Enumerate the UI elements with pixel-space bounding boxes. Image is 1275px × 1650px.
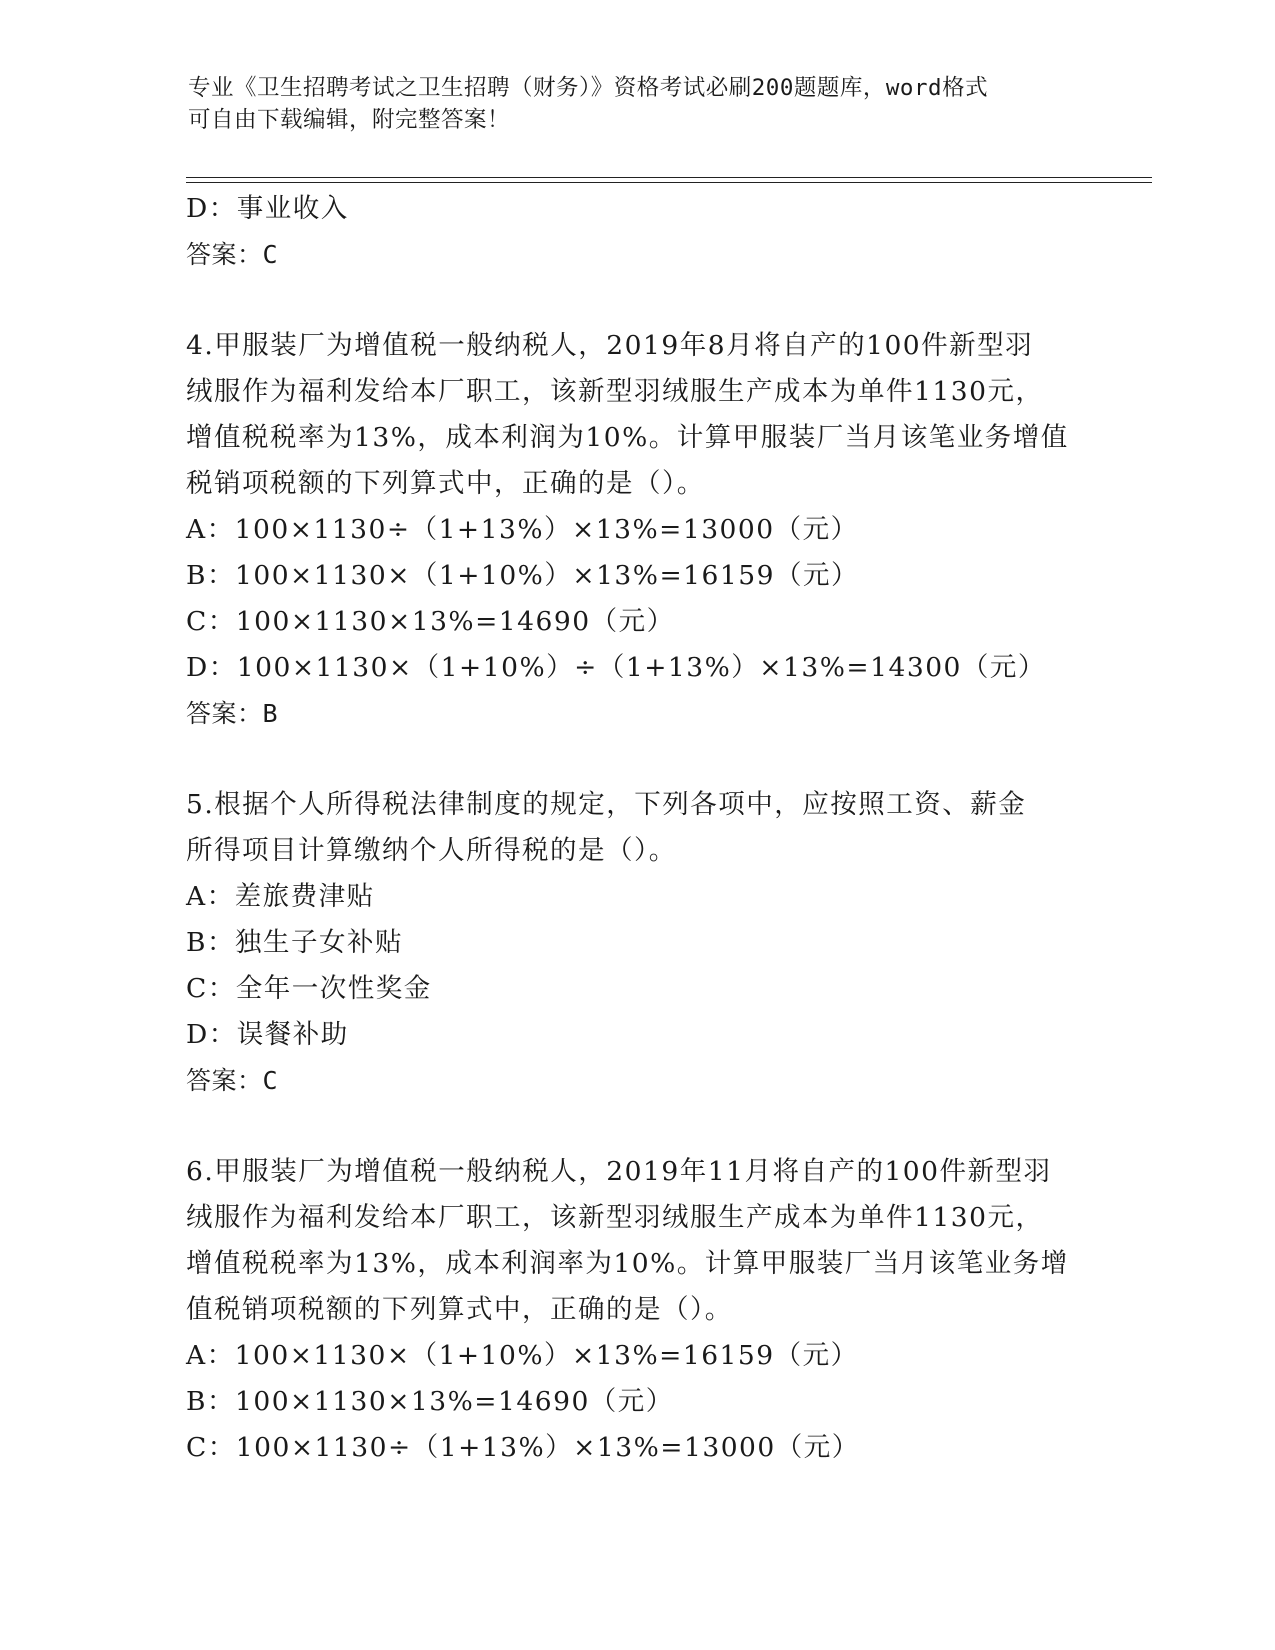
option-a: A：100×1130÷（1+13%）×13%=13000（元） (186, 514, 859, 545)
question-block (186, 323, 1086, 737)
header-rule-bottom (186, 182, 1152, 183)
option-c: C：100×1130×13%=14690（元） (186, 606, 675, 637)
answer-line: 答案：C (186, 240, 279, 269)
question-text: 税销项税额的下列算式中，正确的是（）。 (186, 468, 705, 499)
option-b: B：独生子女补贴 (186, 927, 403, 958)
question-text: 增值税税率为13%，成本利润率为10%。计算甲服装厂当月该笔业务增 (186, 1248, 1069, 1279)
block-spacer (186, 737, 1086, 782)
header-rule-top (186, 177, 1152, 178)
option-a: A：差旅费津贴 (186, 881, 375, 912)
header-line-2: 可自由下载编辑，附完整答案！ (188, 107, 511, 133)
answer-line: 答案：B (186, 699, 279, 728)
block-spacer (186, 1104, 1086, 1149)
option-c: C：全年一次性奖金 (186, 973, 432, 1004)
question-block (186, 186, 1086, 278)
option-b: B：100×1130×（1+10%）×13%=16159（元） (186, 560, 859, 591)
option-a: A：100×1130×（1+10%）×13%=16159（元） (186, 1340, 859, 1371)
question-text: 绒服作为福利发给本厂职工，该新型羽绒服生产成本为单件1130元， (186, 376, 1044, 407)
question-text: 所得项目计算缴纳个人所得税的是（）。 (186, 835, 677, 866)
question-text: 6.甲服装厂为增值税一般纳税人，2019年11月将自产的100件新型羽 (186, 1156, 1052, 1187)
question-text: 5.根据个人所得税法律制度的规定，下列各项中，应按照工资、薪金 (186, 789, 1027, 820)
block-spacer (186, 278, 1086, 323)
option-c: C：100×1130÷（1+13%）×13%=13000（元） (186, 1432, 860, 1463)
question-text: 值税销项税额的下列算式中，正确的是（）。 (186, 1294, 733, 1325)
question-block (186, 1149, 1086, 1471)
question-text: 增值税税率为13%，成本利润为10%。计算甲服装厂当月该笔业务增值 (186, 422, 1069, 453)
question-block (186, 782, 1086, 1104)
question-text: 绒服作为福利发给本厂职工，该新型羽绒服生产成本为单件1130元， (186, 1202, 1044, 1233)
question-content (186, 186, 1086, 1471)
option-d: D：误餐补助 (186, 1019, 349, 1050)
option-b: B：100×1130×13%=14690（元） (186, 1386, 674, 1417)
question-text: 4.甲服装厂为增值税一般纳税人，2019年8月将自产的100件新型羽 (186, 330, 1034, 361)
option-d: D：100×1130×（1+10%）÷（1+13%）×13%=14300（元） (186, 652, 1046, 683)
document-header (188, 72, 1068, 136)
option-d: D：事业收入 (186, 193, 349, 224)
answer-line: 答案：C (186, 1066, 279, 1095)
header-line-1: 专业《卫生招聘考试之卫生招聘（财务）》资格考试必刷200题题库，word格式 (188, 75, 989, 101)
